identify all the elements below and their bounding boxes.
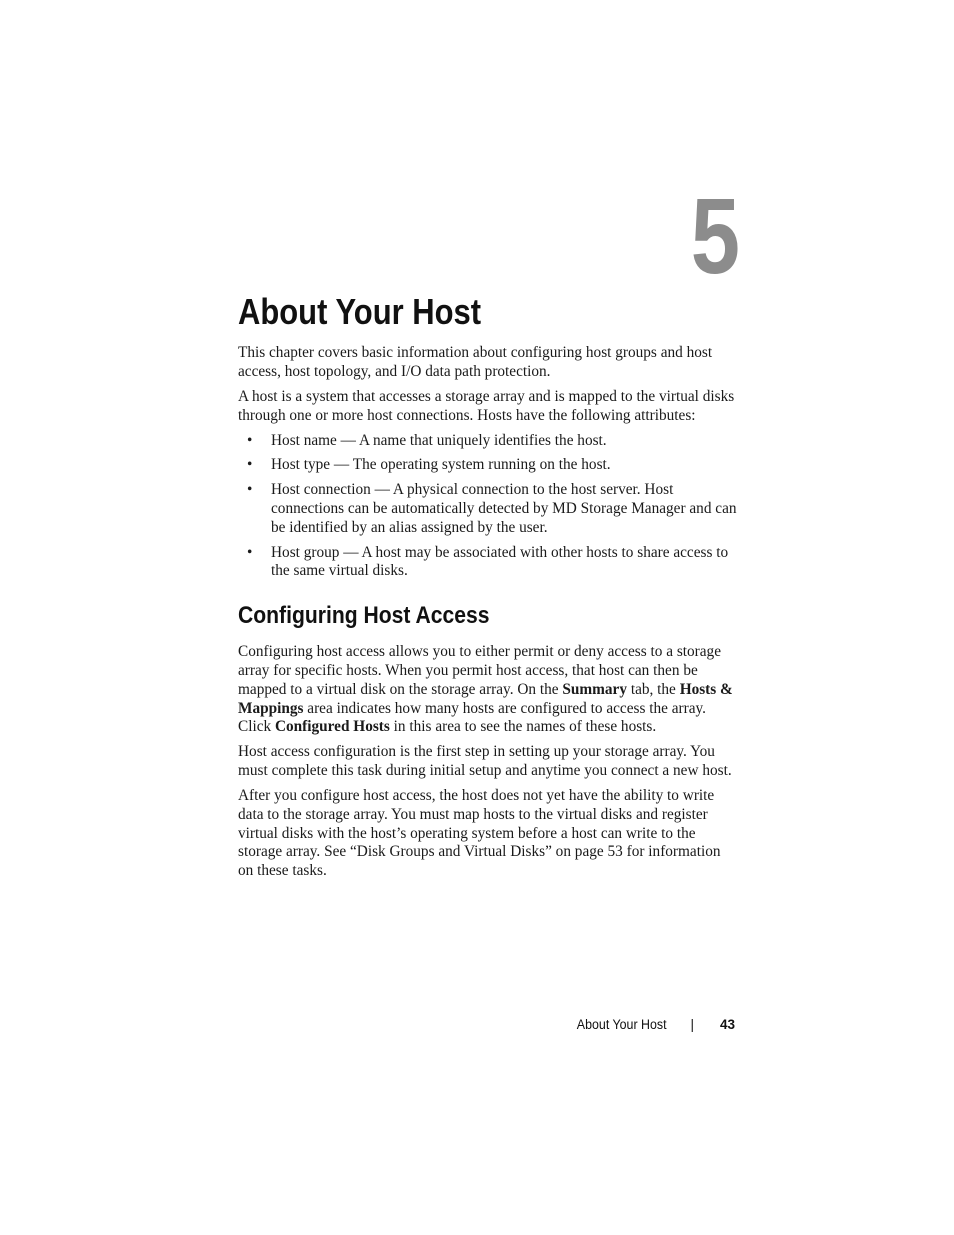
list-item-text: Host connection — A physical connection to the host server. Host connections can be automatically detected by MD Storage Manager and can be identified by an alias assigned by the user. xyxy=(271,481,737,536)
page-footer xyxy=(500,1014,735,1036)
bullet-marker: • xyxy=(247,431,253,449)
bullet-marker: • xyxy=(247,456,253,474)
main-content xyxy=(238,344,738,887)
host-attributes-list xyxy=(238,432,738,582)
list-item xyxy=(238,544,738,582)
intro-paragraph-2: A host is a system that accesses a storage array and is mapped to the virtual disks through one or more host connections. Hosts have the following attributes: xyxy=(238,387,735,424)
footer-title: About Your Host xyxy=(577,1017,667,1032)
section-text: in this area to see the names of these hosts. xyxy=(389,718,657,736)
section-heading: Configuring Host Access xyxy=(238,602,490,630)
bullet-marker: • xyxy=(247,543,253,561)
bullet-marker: • xyxy=(247,481,253,499)
section-paragraph-3: After you configure host access, the host does not yet have the ability to write data to the storage array. You must map hosts to the virtual disks and register virtual disks with the host’s operating system before a host can write to the storage array. See “Disk Groups and Virtual Disks” on page 53 for information on these tasks. xyxy=(238,787,721,880)
footer-separator: | xyxy=(690,1017,694,1032)
section-text: tab, the xyxy=(627,680,680,698)
list-item-text: Host type — The operating system running on the host. xyxy=(271,456,611,474)
section-text: Configuring host access allows you to either permit or deny access to a storage array for specific hosts. When you permit host access, that host can then be mapped to a virtual disk on the storage array. On the xyxy=(238,643,721,698)
list-item xyxy=(238,432,738,451)
list-item-text: Host group — A host may be associated with other hosts to share access to the same virtual disks. xyxy=(271,543,729,580)
section-text: area indicates how many hosts are configured to access the array. Click xyxy=(238,699,706,736)
chapter-title: About Your Host xyxy=(238,291,482,332)
list-item xyxy=(238,481,738,537)
list-item xyxy=(238,456,738,475)
ui-term-configured-hosts: Configured Hosts xyxy=(274,718,390,736)
ui-term-hosts-mappings: Hosts & Mappings xyxy=(238,680,733,717)
intro-paragraph-1: This chapter covers basic information about configuring host groups and host access, host topology, and I/O data path protection. xyxy=(238,344,713,380)
section-paragraph-1 xyxy=(238,643,738,737)
section-paragraph-2: Host access configuration is the first step in setting up your storage array. You must complete this task during initial setup and anytime you connect a new host. xyxy=(238,743,732,780)
ui-term-summary: Summary xyxy=(562,680,627,698)
chapter-number: 5 xyxy=(690,175,740,296)
list-item-text: Host name — A name that uniquely identifies the host. xyxy=(271,431,607,449)
page-number: 43 xyxy=(719,1017,735,1032)
